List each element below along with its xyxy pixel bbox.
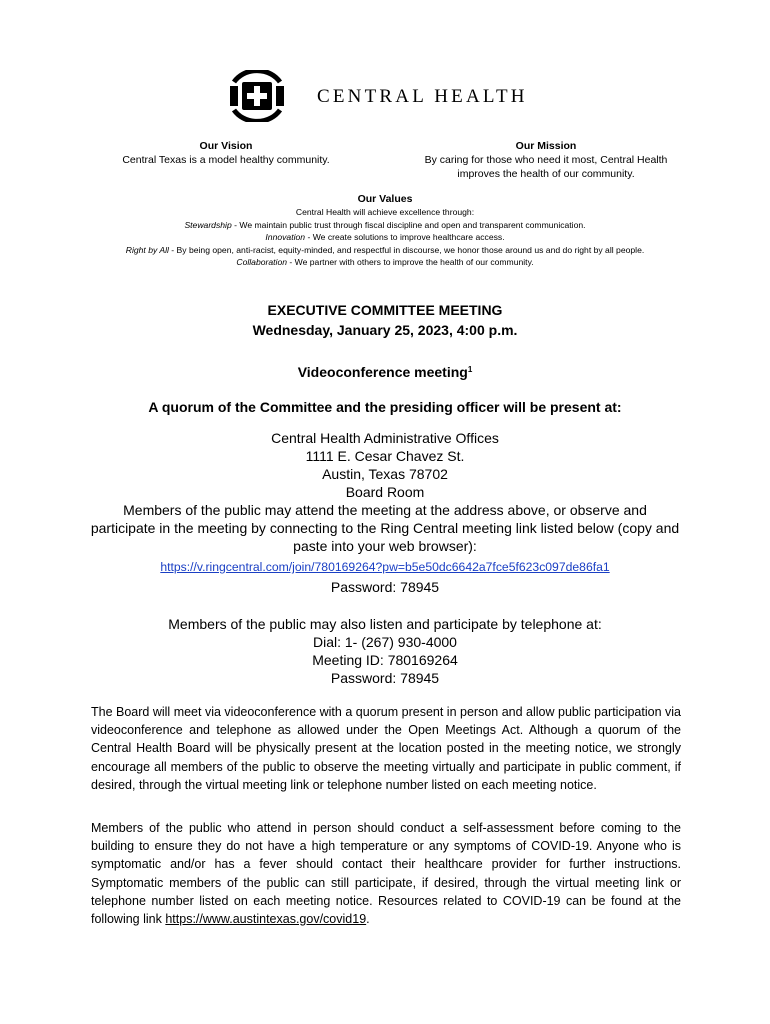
paragraph-2-text: Members of the public who attend in person should conduct a self-assessment before coming to the building to ensure they do not have a high temperature or any symptoms of COVID-19. Anyone who is symptomatic and/or has a fever should contact their healthcare provider for further instructions. Symptomatic members of the public can still participate, if desired, through the virtual meeting link or telephone number listed on each meeting notice. Resources related to COVID-19 can be found at the following link	[91, 821, 681, 927]
value-text: - By being open, anti-racist, equity-minded, and respectful in discourse, we honor those around us and do right by all people.	[168, 244, 645, 255]
vision-block	[100, 139, 352, 167]
meeting-datetime: Wednesday, January 25, 2023, 4:00 p.m.	[252, 322, 518, 338]
paragraph-2-end: .	[366, 912, 370, 927]
value-text: - We maintain public trust through fiscal discipline and open and transparent communication.	[231, 219, 586, 230]
header-logo	[0, 70, 770, 126]
value-item	[0, 244, 770, 257]
value-item	[0, 231, 770, 244]
meeting-heading	[0, 300, 770, 340]
value-name: Right by All	[125, 244, 169, 255]
value-name: Collaboration	[236, 257, 287, 267]
meeting-type	[0, 364, 770, 380]
value-text: - We partner with others to improve the health of our community.	[287, 257, 534, 267]
body-paragraph-2	[91, 819, 681, 928]
telephone-block	[0, 615, 770, 687]
address-line3: Austin, Texas 78702	[322, 466, 448, 482]
value-item	[0, 256, 770, 269]
values-heading: Our Values	[357, 193, 413, 205]
meeting-title: EXECUTIVE COMMITTEE MEETING	[267, 302, 503, 318]
mission-heading: Our Mission	[515, 140, 577, 152]
vision-heading: Our Vision	[199, 140, 253, 152]
address-line2: 1111 E. Cesar Chavez St.	[305, 448, 465, 464]
ringcentral-link-row	[0, 558, 770, 576]
values-block	[0, 192, 770, 269]
mission-block	[404, 139, 688, 181]
vision-text: Central Texas is a model healthy community.	[122, 154, 330, 166]
ringcentral-link[interactable]: https://v.ringcentral.com/join/780169264?pw=b5e50dc6642a7fce5f623c097de86fa1	[160, 560, 610, 574]
telephone-dial: Dial: 1- (267) 930-4000	[313, 634, 457, 650]
value-item	[0, 219, 770, 232]
values-intro: Central Health will achieve excellence through:	[295, 207, 475, 217]
value-text: - We create solutions to improve healthcare access.	[305, 232, 505, 242]
value-name: Innovation	[265, 232, 306, 242]
address-line1: Central Health Administrative Offices	[271, 430, 499, 446]
value-name: Stewardship	[184, 219, 232, 230]
telephone-intro: Members of the public may also listen and participate by telephone at:	[168, 616, 602, 632]
covid-link[interactable]: https://www.austintexas.gov/covid19	[165, 912, 367, 927]
address-block	[0, 429, 770, 501]
footnote-marker: 1	[467, 365, 473, 374]
body-paragraph-1: The Board will meet via videoconference with a quorum present in person and allow public participation via videoconference and telephone as allowed under the Open Meetings Act. Although a quorum of the Central Health Board will be physically present at the location posted in the meeting notice, we strongly encourage all members of the public to observe the meeting virtually and participate in public comment, if desired, through the virtual meeting link or telephone number listed on each meeting notice.	[91, 705, 681, 792]
telephone-meeting-id: Meeting ID: 780169264	[312, 652, 458, 668]
meeting-type-text: Videoconference meeting	[297, 364, 468, 380]
org-name: CENTRAL HEALTH	[317, 86, 528, 107]
public-access-text: Members of the public may attend the meeting at the address above, or observe and participate in the meeting by connecting to the Ring Central meeting link listed below (copy and paste into your web browser):	[90, 502, 680, 554]
mission-text-line2: improves the health of our community.	[457, 168, 635, 180]
mission-text-line1: By caring for those who need it most, Central Health	[424, 154, 668, 166]
address-line4: Board Room	[345, 484, 425, 500]
central-health-logo-icon	[226, 70, 288, 122]
meeting-password: Password: 78945	[330, 579, 440, 595]
telephone-password: Password: 78945	[330, 670, 440, 686]
quorum-statement: A quorum of the Committee and the presiding officer will be present at:	[148, 399, 622, 415]
